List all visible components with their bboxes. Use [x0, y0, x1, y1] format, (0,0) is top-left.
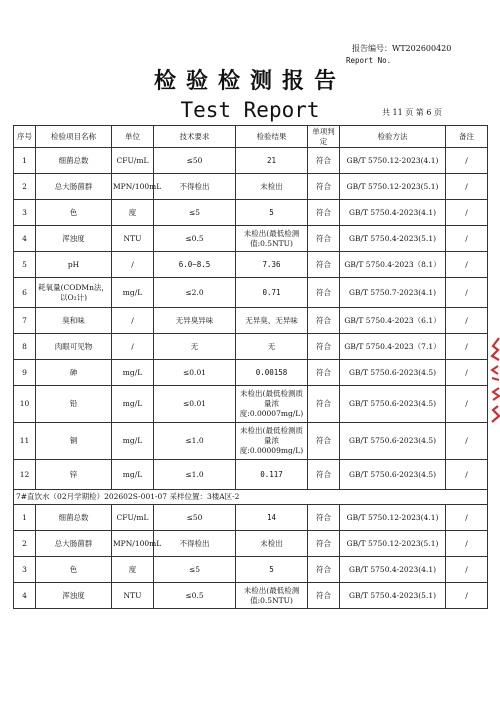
page-title: 检验检测报告 — [153, 69, 346, 94]
section-title: 7#直饮水（02月学期检）202602S-001-07 采样位置：3楼A区-2 — [14, 490, 488, 505]
cell-method: GB/T 5750.12-2023(5.1) — [340, 174, 446, 200]
cell-note: / — [446, 531, 488, 557]
cell-item: 锌 — [36, 460, 112, 490]
col-header-item: 检验项目名称 — [36, 126, 112, 148]
results-table — [13, 125, 488, 609]
cell-method: GB/T 5750.4-2023(5.1) — [340, 226, 446, 252]
cell-unit: / — [112, 334, 154, 360]
col-header-judgement: 单项判定 — [308, 126, 340, 148]
cell-result: 5 — [236, 200, 308, 226]
cell-requirement: 不得检出 — [154, 174, 236, 200]
cell-unit: 度 — [112, 200, 154, 226]
table-row — [14, 174, 488, 200]
cell-result: 0.71 — [236, 278, 308, 308]
cell-method: GB/T 5750.4-2023(4.1) — [340, 200, 446, 226]
section-title-row — [14, 490, 488, 505]
table-row — [14, 505, 488, 531]
cell-item: 总大肠菌群 — [36, 174, 112, 200]
cell-unit: CFU/mL — [112, 505, 154, 531]
cell-unit: mg/L — [112, 423, 154, 460]
cell-no: 9 — [14, 360, 36, 386]
cell-requirement: ≤1.0 — [154, 460, 236, 490]
cell-note: / — [446, 557, 488, 583]
cell-method: GB/T 5750.4-2023(5.1) — [340, 583, 446, 609]
cell-judgement: 符合 — [308, 200, 340, 226]
cell-item: 浑浊度 — [36, 583, 112, 609]
cell-requirement: ≤50 — [154, 505, 236, 531]
cell-item: 色 — [36, 557, 112, 583]
cell-result: 无 — [236, 334, 308, 360]
cell-unit: MPN/100mL — [112, 531, 154, 557]
cell-judgement: 符合 — [308, 252, 340, 278]
cell-result: 未检出 — [236, 174, 308, 200]
cell-note: / — [446, 583, 488, 609]
cell-unit: mg/L — [112, 386, 154, 423]
cell-result: 未检出 — [236, 531, 308, 557]
cell-judgement: 符合 — [308, 174, 340, 200]
cell-item: pH — [36, 252, 112, 278]
cell-note: / — [446, 278, 488, 308]
cell-note: / — [446, 460, 488, 490]
cell-note: / — [446, 226, 488, 252]
table-row — [14, 308, 488, 334]
cell-judgement: 符合 — [308, 360, 340, 386]
cell-result: 14 — [236, 505, 308, 531]
cell-judgement: 符合 — [308, 148, 340, 174]
cell-no: 1 — [14, 505, 36, 531]
cell-method: GB/T 5750.12-2023(5.1) — [340, 531, 446, 557]
cell-no: 2 — [14, 531, 36, 557]
cell-result: 未检出(最低检测值:0.5NTU) — [236, 583, 308, 609]
cell-note: / — [446, 148, 488, 174]
cell-method: GB/T 5750.6-2023(4.5) — [340, 460, 446, 490]
col-header-requirement: 技术要求 — [154, 126, 236, 148]
table-row — [14, 460, 488, 490]
cell-judgement: 符合 — [308, 557, 340, 583]
cell-result: 未检出(最低检测质量浓度:0.00009mg/L) — [236, 423, 308, 460]
cell-no: 2 — [14, 174, 36, 200]
cell-requirement: ≤0.01 — [154, 386, 236, 423]
col-header-no: 序号 — [14, 126, 36, 148]
cell-no: 12 — [14, 460, 36, 490]
cell-item: 细菌总数 — [36, 505, 112, 531]
cell-no: 4 — [14, 226, 36, 252]
cell-unit: mg/L — [112, 360, 154, 386]
cell-result: 未检出(最低检测值:0.5NTU) — [236, 226, 308, 252]
cell-judgement: 符合 — [308, 423, 340, 460]
cell-item: 肉眼可见物 — [36, 334, 112, 360]
cell-result: 21 — [236, 148, 308, 174]
cell-no: 5 — [14, 252, 36, 278]
table-row — [14, 360, 488, 386]
cell-item: 臭和味 — [36, 308, 112, 334]
cell-judgement: 符合 — [308, 386, 340, 423]
cell-requirement: 6.0~8.5 — [154, 252, 236, 278]
cell-note: / — [446, 505, 488, 531]
col-header-result: 检验结果 — [236, 126, 308, 148]
cell-result: 0.117 — [236, 460, 308, 490]
page-info: 共 11 页 第 6 页 — [382, 108, 442, 117]
cell-judgement: 符合 — [308, 278, 340, 308]
table-row — [14, 334, 488, 360]
cell-item: 砷 — [36, 360, 112, 386]
cell-judgement: 符合 — [308, 226, 340, 252]
table-row — [14, 423, 488, 460]
table-row — [14, 583, 488, 609]
cell-method: GB/T 5750.6-2023(4.5) — [340, 423, 446, 460]
cell-unit: mg/L — [112, 278, 154, 308]
cell-item: 铅 — [36, 386, 112, 423]
cell-requirement: ≤0.5 — [154, 226, 236, 252]
cell-unit: NTU — [112, 226, 154, 252]
cell-note: / — [446, 308, 488, 334]
cell-unit: / — [112, 308, 154, 334]
cell-no: 10 — [14, 386, 36, 423]
cell-result: 无异臭、无异味 — [236, 308, 308, 334]
table-row — [14, 557, 488, 583]
cell-unit: 度 — [112, 557, 154, 583]
table-row — [14, 252, 488, 278]
cell-result: 5 — [236, 557, 308, 583]
page-title-en: Test Report — [180, 98, 320, 122]
cell-requirement: ≤5 — [154, 557, 236, 583]
cell-requirement: ≤5 — [154, 200, 236, 226]
cell-note: / — [446, 252, 488, 278]
cell-note: / — [446, 386, 488, 423]
cell-requirement: ≤1.0 — [154, 423, 236, 460]
cell-judgement: 符合 — [308, 505, 340, 531]
report-number-en: Report No. — [346, 56, 392, 65]
cell-requirement: ≤0.01 — [154, 360, 236, 386]
cell-note: / — [446, 174, 488, 200]
table-row — [14, 200, 488, 226]
cell-no: 3 — [14, 557, 36, 583]
cell-item: 细菌总数 — [36, 148, 112, 174]
report-number: 报告编号：WT202600420 — [352, 44, 452, 53]
cell-unit: MPN/100mL — [112, 174, 154, 200]
cell-method: GB/T 5750.6-2023(4.5) — [340, 360, 446, 386]
table-header-row — [14, 126, 488, 148]
cell-requirement: 无异臭异味 — [154, 308, 236, 334]
cell-no: 6 — [14, 278, 36, 308]
cell-method: GB/T 5750.4-2023（8.1） — [340, 252, 446, 278]
cell-note: / — [446, 334, 488, 360]
cell-judgement: 符合 — [308, 583, 340, 609]
cell-judgement: 符合 — [308, 460, 340, 490]
cell-item: 总大肠菌群 — [36, 531, 112, 557]
cell-item: 耗氧量(CODMn法，以O₂计) — [36, 278, 112, 308]
official-seal-stamp — [489, 336, 500, 426]
cell-requirement: 无 — [154, 334, 236, 360]
table-row — [14, 531, 488, 557]
cell-judgement: 符合 — [308, 334, 340, 360]
cell-unit: CFU/mL — [112, 148, 154, 174]
cell-method: GB/T 5750.4-2023（6.1） — [340, 308, 446, 334]
cell-note: / — [446, 360, 488, 386]
cell-no: 8 — [14, 334, 36, 360]
cell-judgement: 符合 — [308, 531, 340, 557]
cell-no: 4 — [14, 583, 36, 609]
cell-no: 11 — [14, 423, 36, 460]
col-header-unit: 单位 — [112, 126, 154, 148]
cell-unit: mg/L — [112, 460, 154, 490]
cell-result: 0.00158 — [236, 360, 308, 386]
seal-stamp-icon — [489, 336, 500, 426]
cell-note: / — [446, 200, 488, 226]
cell-item: 铜 — [36, 423, 112, 460]
col-header-method: 检验方法 — [340, 126, 446, 148]
cell-method: GB/T 5750.4-2023（7.1） — [340, 334, 446, 360]
cell-method: GB/T 5750.7-2023(4.1) — [340, 278, 446, 308]
cell-note: / — [446, 423, 488, 460]
cell-judgement: 符合 — [308, 308, 340, 334]
cell-unit: / — [112, 252, 154, 278]
cell-item: 色 — [36, 200, 112, 226]
cell-requirement: ≤2.0 — [154, 278, 236, 308]
cell-method: GB/T 5750.6-2023(4.5) — [340, 386, 446, 423]
table-row — [14, 226, 488, 252]
cell-result: 未检出(最低检测质量浓度:0.00007mg/L) — [236, 386, 308, 423]
cell-method: GB/T 5750.4-2023(4.1) — [340, 557, 446, 583]
cell-result: 7.36 — [236, 252, 308, 278]
cell-no: 3 — [14, 200, 36, 226]
cell-unit: NTU — [112, 583, 154, 609]
cell-no: 7 — [14, 308, 36, 334]
table-row — [14, 148, 488, 174]
cell-item: 浑浊度 — [36, 226, 112, 252]
table-row — [14, 278, 488, 308]
cell-no: 1 — [14, 148, 36, 174]
cell-requirement: 不得检出 — [154, 531, 236, 557]
table-row — [14, 386, 488, 423]
cell-requirement: ≤0.5 — [154, 583, 236, 609]
cell-method: GB/T 5750.12-2023(4.1) — [340, 148, 446, 174]
cell-method: GB/T 5750.12-2023(4.1) — [340, 505, 446, 531]
col-header-note: 备注 — [446, 126, 488, 148]
cell-requirement: ≤50 — [154, 148, 236, 174]
